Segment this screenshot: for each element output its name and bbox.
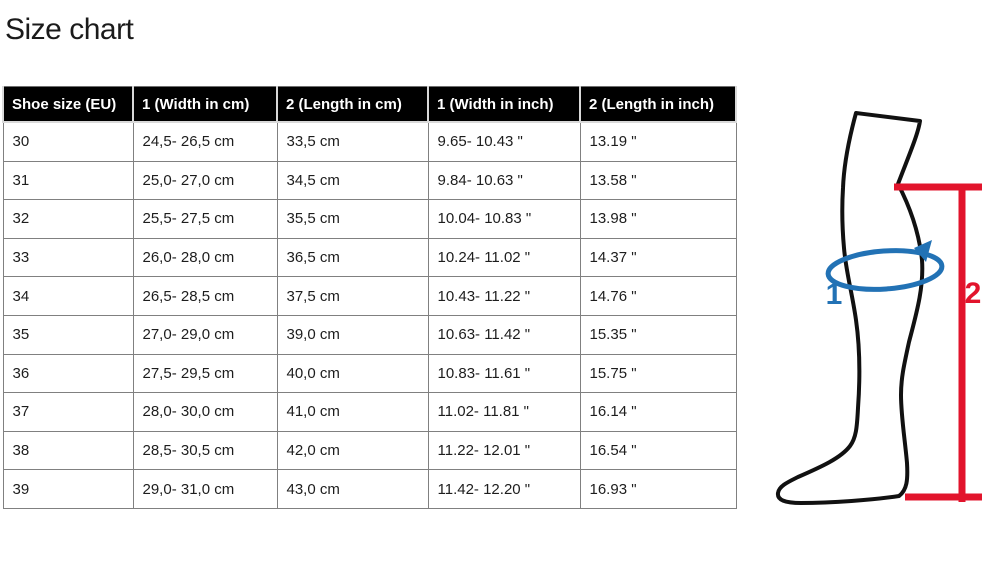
table-cell: 10.63- 11.42 " (428, 315, 580, 354)
table-cell: 13.98 " (580, 200, 736, 239)
table-cell: 41,0 cm (277, 393, 428, 432)
table-cell: 27,5- 29,5 cm (133, 354, 277, 393)
table-cell: 42,0 cm (277, 431, 428, 470)
column-header-width-cm: 1 (Width in cm) (133, 87, 277, 123)
table-cell: 15.75 " (580, 354, 736, 393)
table-cell: 37 (3, 393, 133, 432)
table-cell: 31 (3, 161, 133, 200)
table-cell: 13.19 " (580, 122, 736, 161)
table-cell: 33,5 cm (277, 122, 428, 161)
table-cell: 11.22- 12.01 " (428, 431, 580, 470)
table-cell: 43,0 cm (277, 470, 428, 509)
table-cell: 38 (3, 431, 133, 470)
table-cell: 14.76 " (580, 277, 736, 316)
table-cell: 15.35 " (580, 315, 736, 354)
table-cell: 34,5 cm (277, 161, 428, 200)
size-chart-table (2, 86, 737, 509)
length-measure-label: 2 (964, 277, 982, 310)
table-cell: 30 (3, 122, 133, 161)
table-cell: 25,0- 27,0 cm (133, 161, 277, 200)
table-cell: 16.14 " (580, 393, 736, 432)
table-cell: 16.93 " (580, 470, 736, 509)
table-cell: 29,0- 31,0 cm (133, 470, 277, 509)
table-cell: 28,5- 30,5 cm (133, 431, 277, 470)
table-cell: 10.43- 11.22 " (428, 277, 580, 316)
table-row (3, 393, 736, 432)
table-cell: 35,5 cm (277, 200, 428, 239)
table-cell: 37,5 cm (277, 277, 428, 316)
page-title: Size chart (5, 13, 134, 46)
width-measure-label: 1 (825, 278, 843, 311)
table-cell: 11.02- 11.81 " (428, 393, 580, 432)
column-header-length-inch: 2 (Length in inch) (580, 87, 736, 123)
table-cell: 9.84- 10.63 " (428, 161, 580, 200)
table-cell: 26,5- 28,5 cm (133, 277, 277, 316)
size-table-header (3, 87, 736, 123)
leg-outline-icon (778, 113, 922, 503)
table-row (3, 200, 736, 239)
table-cell: 36 (3, 354, 133, 393)
table-cell: 33 (3, 238, 133, 277)
header-row (3, 87, 736, 123)
table-cell: 9.65- 10.43 " (428, 122, 580, 161)
column-header-width-inch: 1 (Width in inch) (428, 87, 580, 123)
table-row (3, 161, 736, 200)
leg-measurement-diagram (735, 80, 985, 565)
table-cell: 14.37 " (580, 238, 736, 277)
table-cell: 16.54 " (580, 431, 736, 470)
table-row (3, 238, 736, 277)
table-cell: 11.42- 12.20 " (428, 470, 580, 509)
table-cell: 39 (3, 470, 133, 509)
table-cell: 13.58 " (580, 161, 736, 200)
table-cell: 27,0- 29,0 cm (133, 315, 277, 354)
table-cell: 24,5- 26,5 cm (133, 122, 277, 161)
table-cell: 32 (3, 200, 133, 239)
table-row (3, 470, 736, 509)
table-row (3, 122, 736, 161)
table-cell: 28,0- 30,0 cm (133, 393, 277, 432)
table-row (3, 431, 736, 470)
table-cell: 10.83- 11.61 " (428, 354, 580, 393)
table-cell: 26,0- 28,0 cm (133, 238, 277, 277)
column-header-shoe-size: Shoe size (EU) (3, 87, 133, 123)
table-row (3, 354, 736, 393)
table-cell: 10.24- 11.02 " (428, 238, 580, 277)
table-row (3, 277, 736, 316)
table-cell: 10.04- 10.83 " (428, 200, 580, 239)
column-header-length-cm: 2 (Length in cm) (277, 87, 428, 123)
table-row (3, 315, 736, 354)
table-cell: 40,0 cm (277, 354, 428, 393)
table-cell: 36,5 cm (277, 238, 428, 277)
table-cell: 25,5- 27,5 cm (133, 200, 277, 239)
table-cell: 34 (3, 277, 133, 316)
size-table-body (3, 122, 736, 508)
table-cell: 39,0 cm (277, 315, 428, 354)
table-cell: 35 (3, 315, 133, 354)
